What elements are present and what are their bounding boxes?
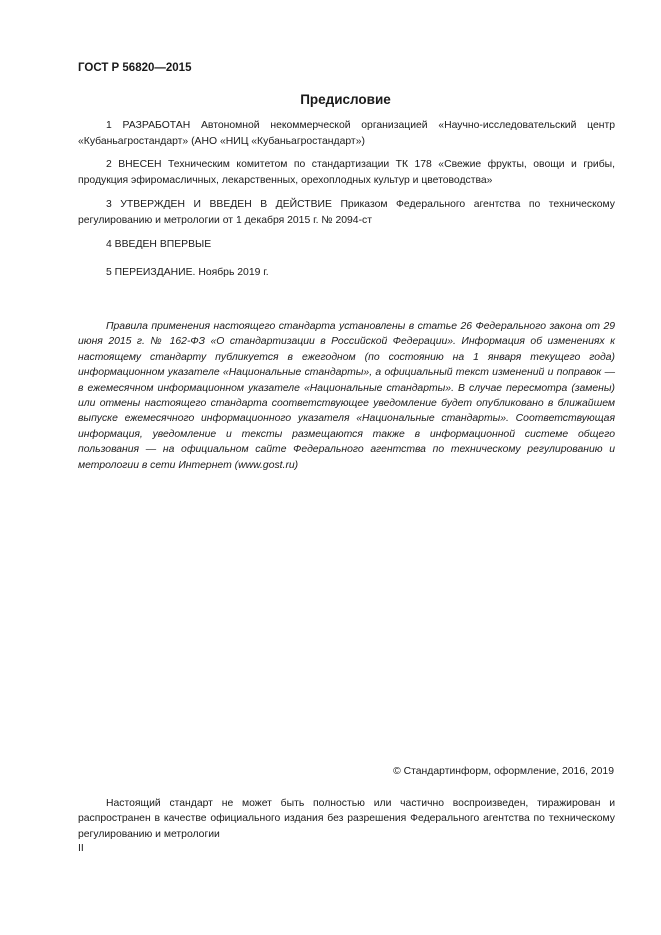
foreword-item-3	[78, 197, 615, 228]
item-text: ВВЕДЕН ВПЕРВЫЕ	[114, 239, 212, 250]
item-text: УТВЕРЖДЕН И ВВЕДЕН В ДЕЙСТВИЕ Приказом Федерального агентства по техническому регулированию и метрологии от 1 декабря 2015 г. № 2094-ст	[78, 199, 615, 226]
foreword-item-2	[78, 157, 615, 188]
copyright-line: © Стандартинформ, оформление, 2016, 2019	[393, 766, 614, 777]
item-number: 4	[106, 239, 112, 250]
reproduction-notice: Настоящий стандарт не может быть полностью или частично воспроизведен, тиражирован и распространен в качестве официального издания без разрешения Федерального агентства по техническому регулированию и метрологии	[78, 798, 615, 840]
item-number: 2	[106, 159, 112, 170]
page-number: II	[78, 843, 84, 854]
item-number: 5	[106, 267, 112, 278]
page-title: Предисловие	[300, 92, 391, 107]
foreword-item-1	[78, 118, 615, 149]
foreword-item-4	[78, 237, 615, 253]
standard-code: ГОСТ Р 56820—2015	[78, 62, 192, 74]
item-number: 1	[106, 120, 112, 131]
item-text: ВНЕСЕН Техническим комитетом по стандартизации ТК 178 «Свежие фрукты, овощи и грибы, продукция эфиромасличных, лекарственных, орехоплодных культур и цветоводства»	[78, 159, 616, 186]
item-text: ПЕРЕИЗДАНИЕ. Ноябрь 2019 г.	[114, 267, 269, 278]
item-number: 3	[106, 199, 112, 210]
foreword-item-5	[78, 265, 615, 281]
application-rules-notice: Правила применения настоящего стандарта установлены в статье 26 Федерального закона от 29 июня 2015 г. № 162-ФЗ «О стандартизации в Российской Федерации». Информация об изменениях к настоящему стандарту публикуется в ежегодном (по состоянию на 1 января текущего года) информационном указателе «Национальные стандарты», а официальный текст изменений и поправок — в ежемесячном информационном указателе «Национальные стандарты». В случае пересмотра (замены) или отмены настоящего стандарта соответствующее уведомление будет опубликовано в ближайшем выпуске ежемесячного информационного указателя «Национальные стандарты». Соответствующая информация, уведомление и тексты размещаются также в информационной системе общего пользования — на официальном сайте Федерального агентства по техническому регулированию и метрологии в сети Интернет (www.gost.ru)	[78, 321, 615, 471]
item-text: РАЗРАБОТАН Автономной некоммерческой организацией «Научно-исследовательский центр «Кубаньагростандарт» (АНО «НИЦ «Кубаньагростандарт»)	[78, 120, 615, 147]
